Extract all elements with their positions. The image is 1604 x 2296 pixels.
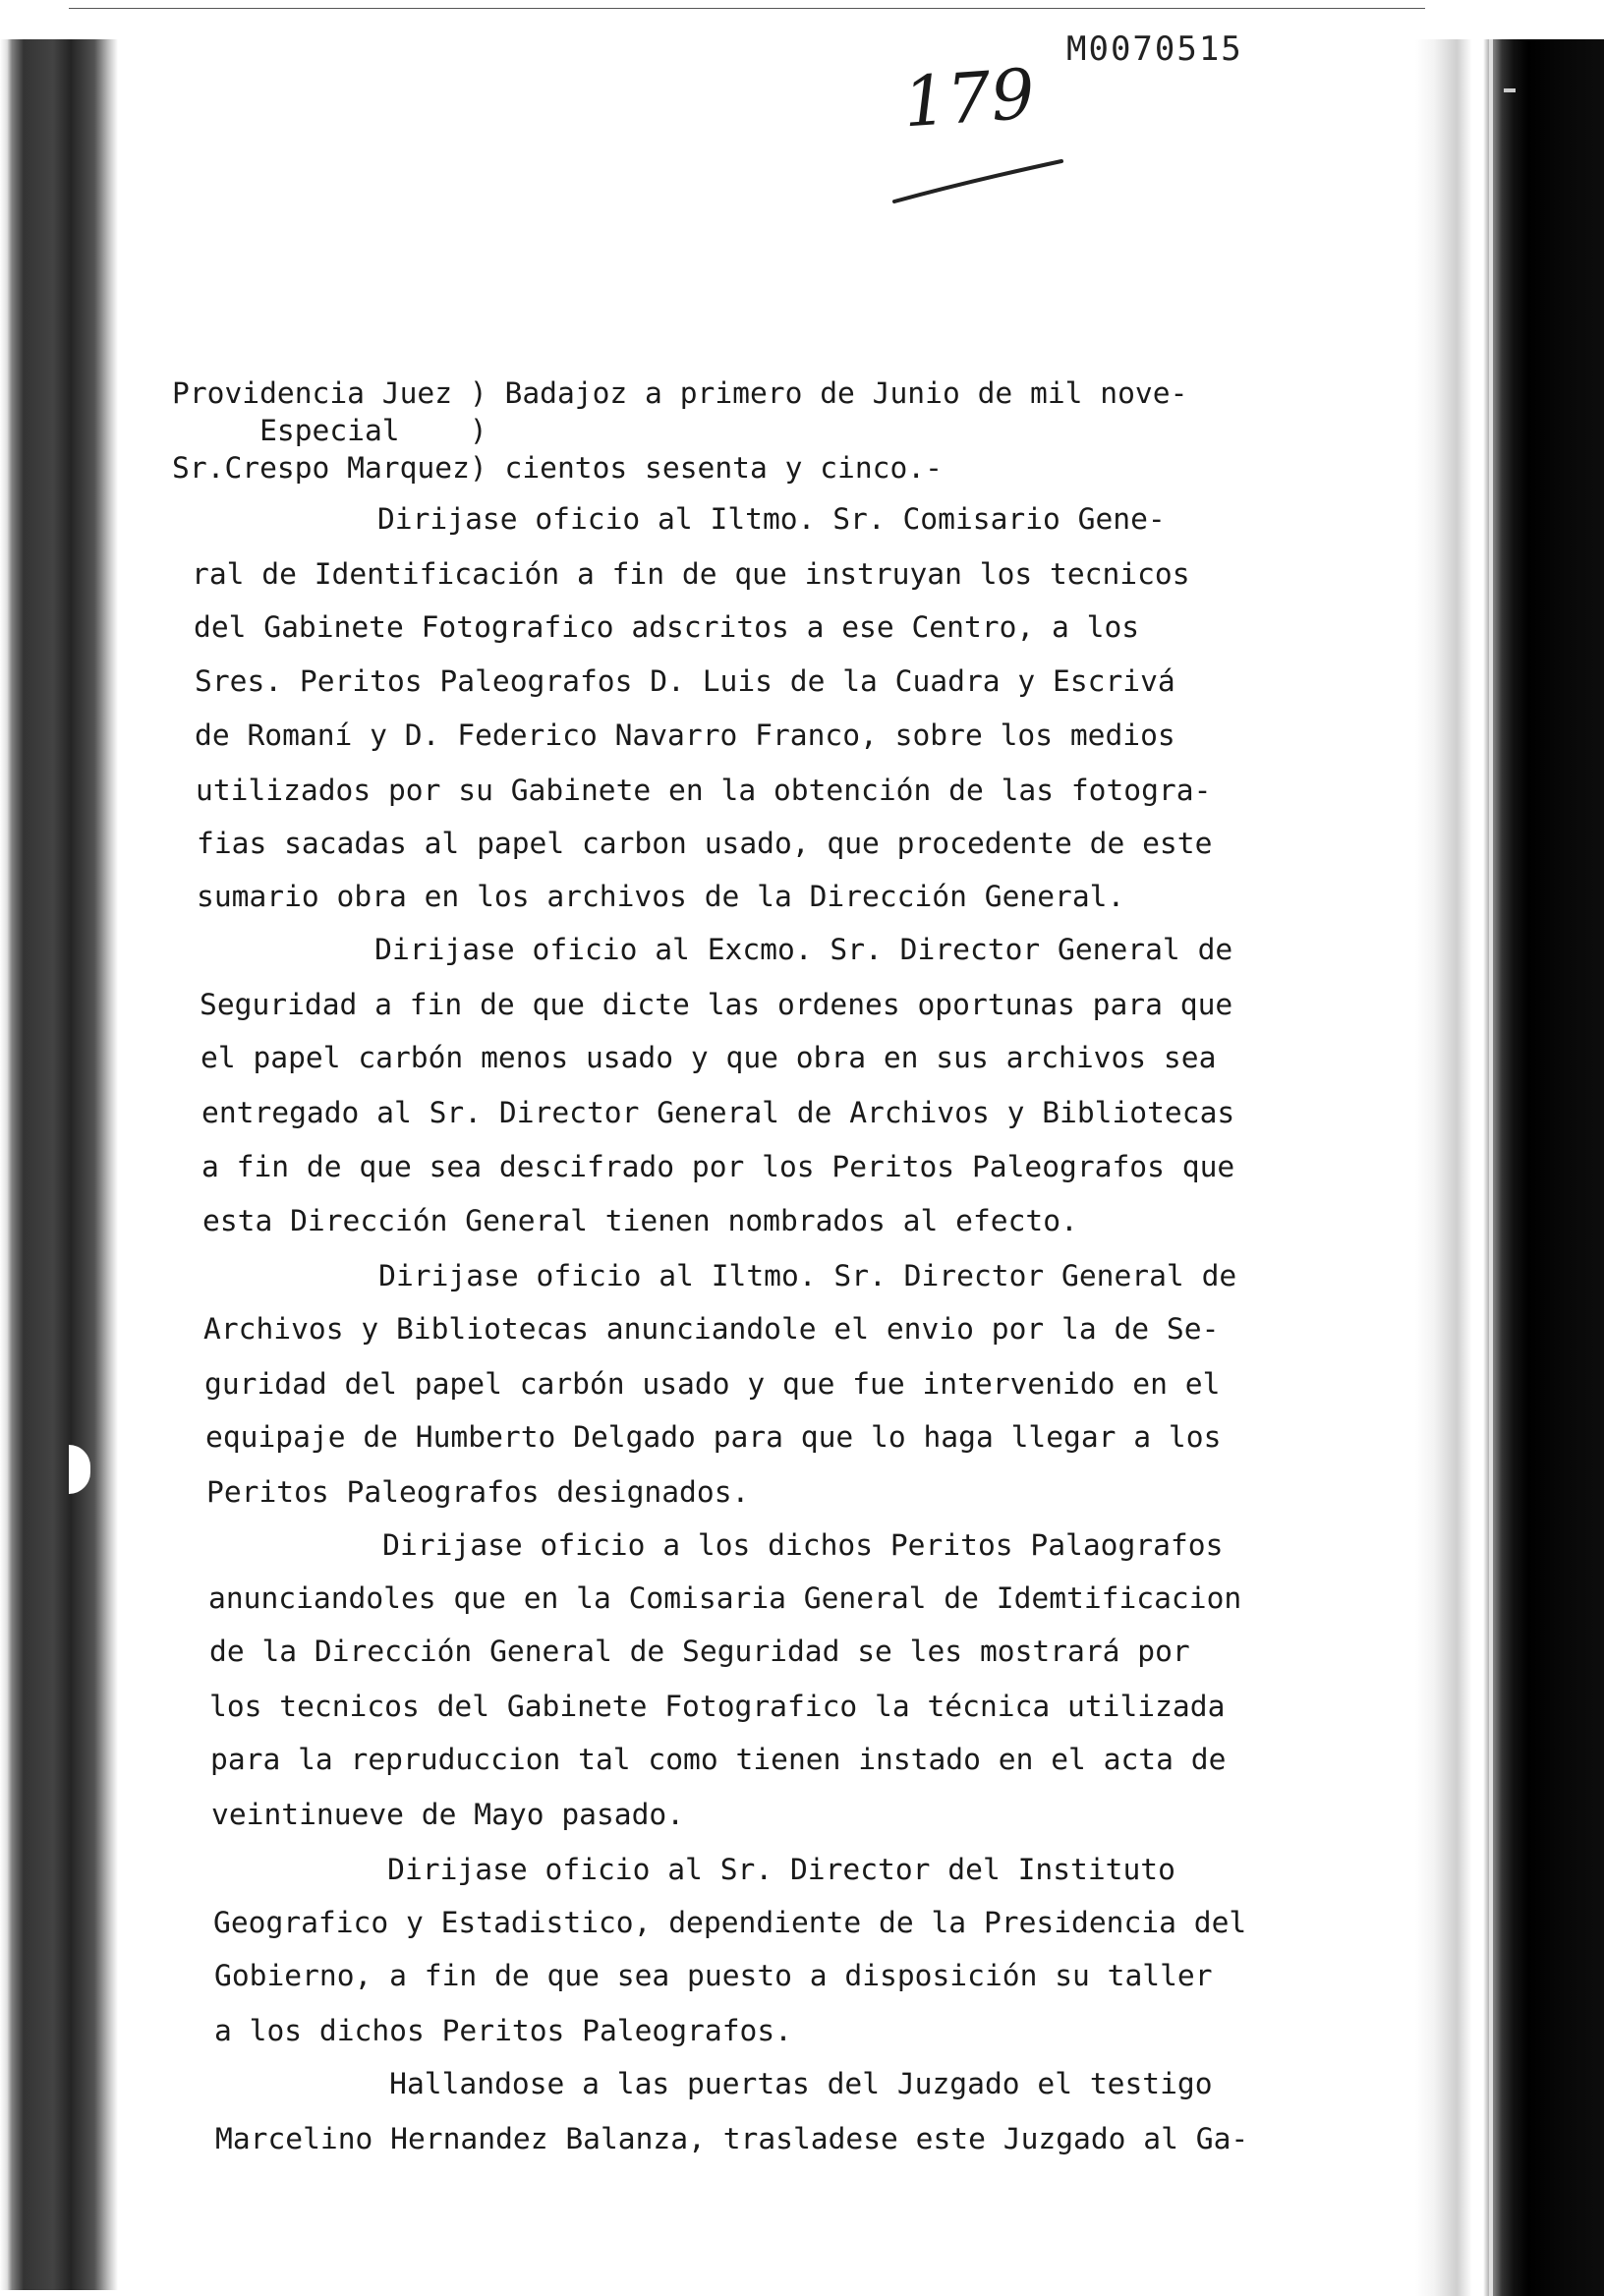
text-line: los tecnicos del Gabinete Fotografico la técnica utilizada — [209, 1690, 1226, 1723]
text-line: a los dichos Peritos Paleografos. — [214, 2014, 792, 2047]
text-line: ral de Identificación a fin de que instruyan los tecnicos — [192, 557, 1190, 591]
text-line: Dirijase oficio al Excmo. Sr. Director General de — [200, 933, 1233, 966]
text-line: Providencia Juez ) Badajoz a primero de Junio de mil nove- — [172, 376, 1188, 410]
scan-right-shadow — [1415, 39, 1604, 2296]
text-line: Archivos y Bibliotecas anunciandole el envio por la de Se- — [203, 1312, 1220, 1346]
text-line: Gobierno, a fin de que sea puesto a disposición su taller — [214, 1959, 1213, 1992]
text-line: utilizados por su Gabinete en la obtención de las fotogra- — [196, 774, 1212, 807]
text-line: sumario obra en los archivos de la Dirección General. — [197, 880, 1125, 913]
text-line: Marcelino Hernandez Balanza, trasladese este Juzgado al Ga- — [215, 2122, 1249, 2155]
text-line: Dirijase oficio al Sr. Director del Instituto — [212, 1853, 1175, 1886]
text-line: Dirijase oficio a los dichos Peritos Palaografos — [207, 1528, 1224, 1562]
text-line: Especial ) — [172, 414, 487, 447]
text-line: guridad del papel carbón usado y que fue intervenido en el — [204, 1367, 1221, 1401]
archive-stamp-number: M0070515 — [1066, 29, 1243, 69]
text-line: del Gabinete Fotografico adscritos a ese Centro, a los — [194, 610, 1140, 644]
folio-underline-stroke — [889, 157, 1066, 206]
text-line: Dirijase oficio al Iltmo. Sr. Comisario Gene- — [185, 502, 1166, 536]
text-line: Seguridad a fin de que dicte las ordenes oportunas para que — [200, 988, 1233, 1021]
text-line: Sres. Peritos Paleografos D. Luis de la Cuadra y Escrivá — [195, 664, 1175, 698]
handwritten-folio-number: 179 — [900, 53, 1038, 144]
text-line: para la repruduccion tal como tienen instado en el acta de — [210, 1743, 1227, 1776]
text-line: fias sacadas al papel carbon usado, que procedente de este — [197, 827, 1213, 860]
text-line: de Romaní y D. Federico Navarro Franco, sobre los medios — [195, 718, 1175, 752]
text-line: Sr.Crespo Marquez) cientos sesenta y cinco.- — [172, 451, 943, 485]
text-line: de la Dirección General de Seguridad se les mostrará por — [209, 1635, 1190, 1668]
text-line: Peritos Paleografos designados. — [206, 1475, 750, 1509]
top-edge-line — [69, 8, 1425, 9]
text-line: entregado al Sr. Director General de Archivos y Bibliotecas — [201, 1096, 1235, 1129]
scan-right-gap — [1489, 39, 1493, 2296]
text-line: veintinueve de Mayo pasado. — [211, 1798, 685, 1831]
text-line: a fin de que sea descifrado por los Peritos Paleografos que — [201, 1150, 1235, 1183]
text-line: anunciandoles que en la Comisaria General de Idemtificacion — [208, 1581, 1242, 1615]
text-line: Dirijase oficio al Iltmo. Sr. Director General de — [203, 1259, 1237, 1292]
text-line: el papel carbón menos usado y que obra en sus archivos sea — [200, 1041, 1217, 1074]
text-line: esta Dirección General tienen nombrados al efecto. — [202, 1204, 1078, 1237]
text-line: Hallandose a las puertas del Juzgado el testigo — [214, 2067, 1213, 2100]
scan-edge-mark — [1504, 88, 1516, 92]
text-line: Geografico y Estadistico, dependiente de la Presidencia del — [213, 1906, 1247, 1939]
scan-left-shadow — [0, 39, 118, 2290]
text-line: equipaje de Humberto Delgado para que lo haga llegar a los — [205, 1420, 1222, 1454]
